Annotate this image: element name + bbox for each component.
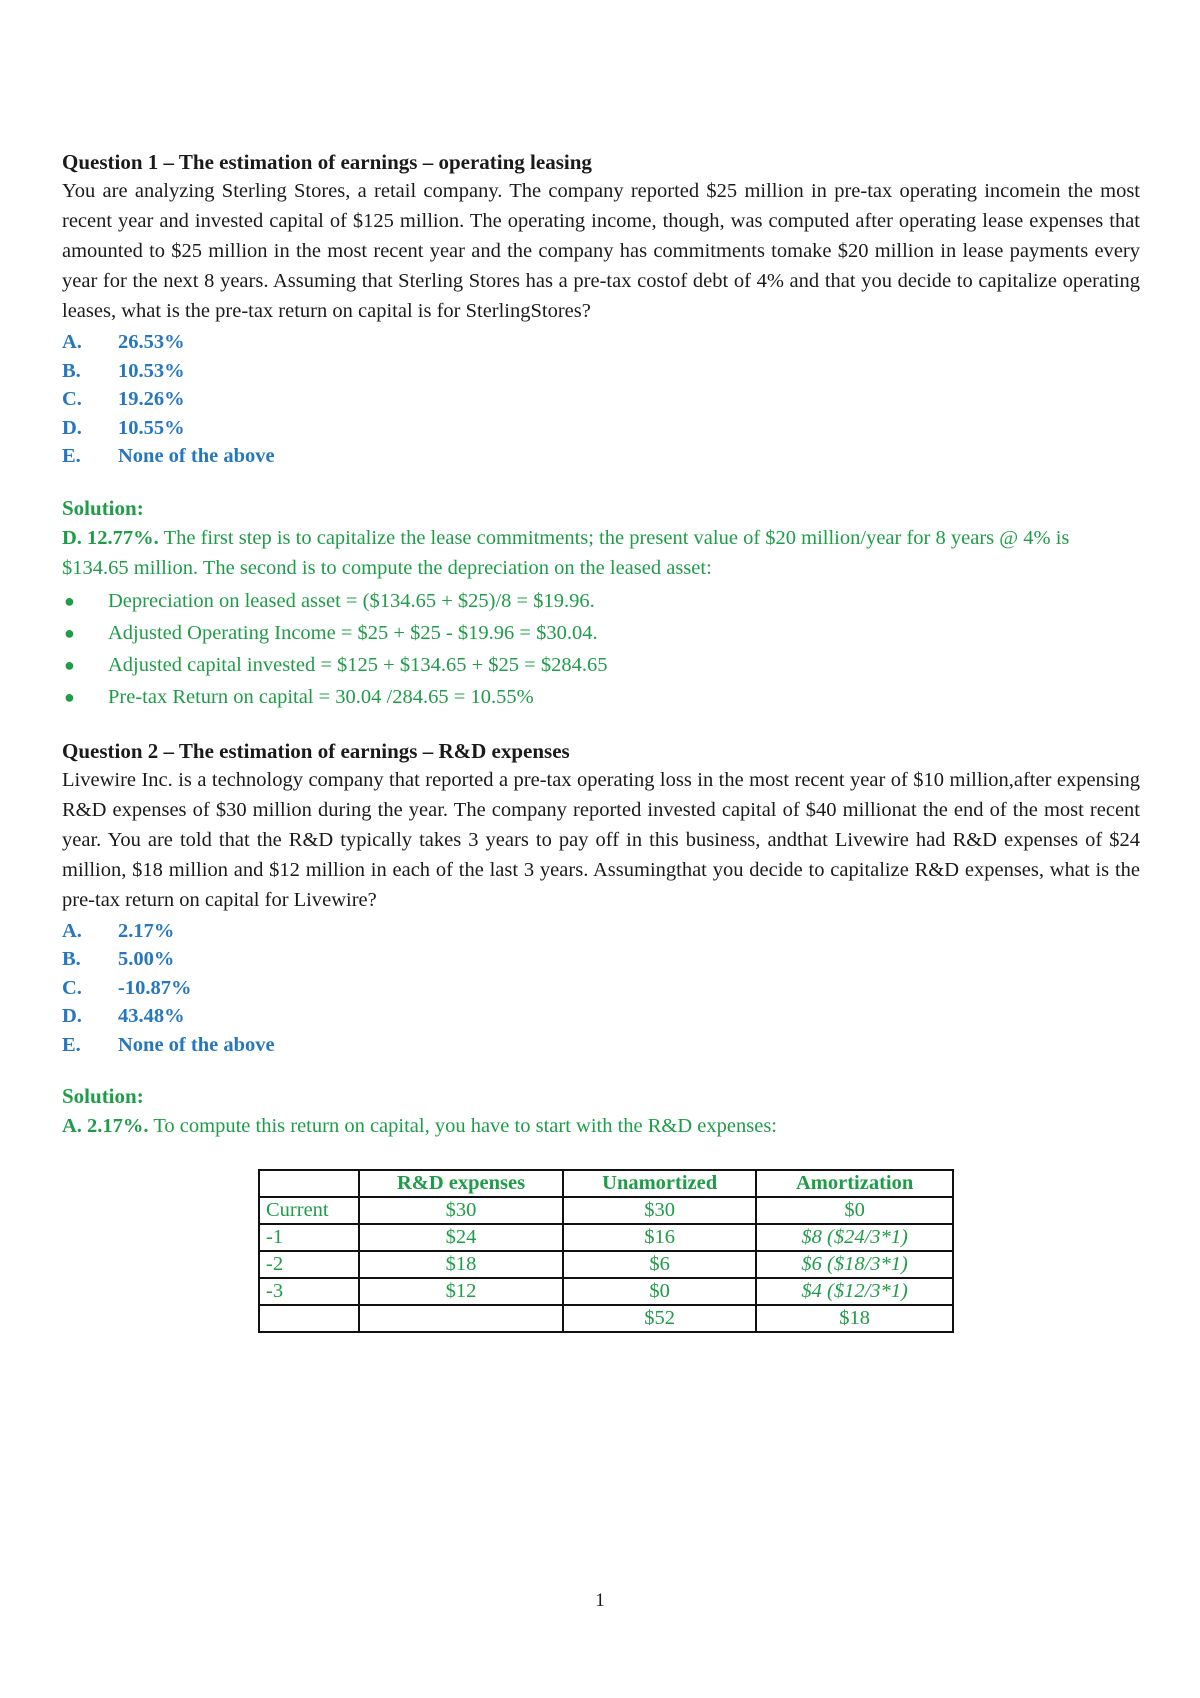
solution-1-heading: Solution: xyxy=(62,495,144,520)
table-cell: $16 xyxy=(563,1224,756,1251)
table-cell: $6 ($18/3*1) xyxy=(756,1251,953,1278)
table-header: Unamortized xyxy=(563,1170,756,1197)
solution-1-bullets xyxy=(62,585,1140,713)
bullet-item: ● Adjusted Operating Income = $25 + $25 - $19.96 = $30.04. xyxy=(62,617,1140,649)
table-row xyxy=(259,1224,953,1251)
document-page xyxy=(62,148,1140,1333)
table-cell: $4 ($12/3*1) xyxy=(756,1278,953,1305)
table-total-row xyxy=(259,1305,953,1332)
option-b: B. 10.53% xyxy=(62,359,185,382)
question-2-body: Livewire Inc. is a technology company that reported a pre-tax operating loss in the most recent year of $10 million,after expensing R&D expenses of $30 million during the year. The company reported invested capital of $40 millionat the end of the most recent year. You are told that the R&D typically takes 3 years to pay off in this business, andthat Livewire had R&D expenses of $24 million, $18 million and $12 million in each of the last 3 years. Assumingthat you decide to capitalize R&D expenses, what is the pre-tax return on capital for Livewire? xyxy=(62,768,1140,911)
table-cell: -2 xyxy=(259,1251,359,1278)
rd-table xyxy=(258,1169,954,1333)
table-header: Amortization xyxy=(756,1170,953,1197)
solution-2-text: A. 2.17%. To compute this return on capital, you have to start with the R&D expenses: xyxy=(62,1115,777,1137)
option-e: E. None of the above xyxy=(62,1033,275,1056)
table-cell: $6 xyxy=(563,1251,756,1278)
question-2-options xyxy=(62,917,1140,1060)
table-cell: $12 xyxy=(359,1278,563,1305)
option-e: E. None of the above xyxy=(62,445,275,467)
question-1 xyxy=(62,148,1140,713)
page-number: 1 xyxy=(595,1590,605,1611)
bullet-item: ● Pre-tax Return on capital = 30.04 /284.65 = 10.55% xyxy=(62,681,1140,713)
bullet-item: ● Adjusted capital invested = $125 + $134.65 + $25 = $284.65 xyxy=(62,649,1140,681)
solution-2-heading: Solution: xyxy=(62,1084,144,1108)
table-row xyxy=(259,1197,953,1224)
solution-2-answer: A. 2.17%. xyxy=(62,1115,149,1137)
table-cell: $0 xyxy=(563,1278,756,1305)
table-header-row xyxy=(259,1170,953,1197)
bullet-icon: ● xyxy=(64,622,75,643)
option-d: D. 43.48% xyxy=(62,1005,185,1027)
option-c: C. 19.26% xyxy=(62,388,185,410)
table-cell: Current xyxy=(259,1197,359,1224)
solution-1-text: D. 12.77%. The first step is to capitalize the lease commitments; the present value of $20 million/year for 8 years @ 4% is $134.65 million. The second is to compute the depreciation on the leased asset: xyxy=(62,526,1070,579)
option-d: D. 10.55% xyxy=(62,416,185,439)
question-1-title: Question 1 – The estimation of earnings – operating leasing xyxy=(62,150,592,174)
question-1-options xyxy=(62,328,1140,471)
table-header: R&D expenses xyxy=(359,1170,563,1197)
table-cell: $0 xyxy=(756,1197,953,1224)
table-cell: -3 xyxy=(259,1278,359,1305)
bullet-icon: ● xyxy=(64,654,75,675)
bullet-icon: ● xyxy=(64,590,75,611)
option-c: C. -10.87% xyxy=(62,976,192,999)
table-cell xyxy=(259,1305,359,1332)
solution-1-answer: D. 12.77%. xyxy=(62,526,159,549)
table-cell: $52 xyxy=(563,1305,756,1332)
option-b: B. 5.00% xyxy=(62,948,175,970)
question-2-title: Question 2 – The estimation of earnings – R&D expenses xyxy=(62,738,570,763)
table-cell: $8 ($24/3*1) xyxy=(756,1224,953,1251)
table-row xyxy=(259,1251,953,1278)
table-cell: $18 xyxy=(359,1251,563,1278)
table-cell: $30 xyxy=(563,1197,756,1224)
table-cell xyxy=(359,1305,563,1332)
bullet-item: ● Depreciation on leased asset = ($134.65 + $25)/8 = $19.96. xyxy=(62,585,1140,617)
table-row xyxy=(259,1278,953,1305)
table-cell: $24 xyxy=(359,1224,563,1251)
table-cell: -1 xyxy=(259,1224,359,1251)
option-a: A. 26.53% xyxy=(62,331,185,353)
table-cell: $18 xyxy=(756,1305,953,1332)
table-cell: $30 xyxy=(359,1197,563,1224)
table-header xyxy=(259,1170,359,1197)
option-a: A. 2.17% xyxy=(62,919,175,942)
question-2 xyxy=(62,737,1140,1334)
question-1-body: You are analyzing Sterling Stores, a retail company. The company reported $25 million in pre-tax operating incomein the most recent year and invested capital of $125 million. The operating income, though, was computed after operating lease expenses that amounted to $25 million in the most recent year and the company has commitments tomake $20 million in lease payments every year for the next 8 years. Assuming that Sterling Stores has a pre-tax costof debt of 4% and that you decide to capitalize operating leases, what is the pre-tax return on capital is for SterlingStores? xyxy=(62,180,1140,322)
bullet-icon: ● xyxy=(64,686,75,707)
